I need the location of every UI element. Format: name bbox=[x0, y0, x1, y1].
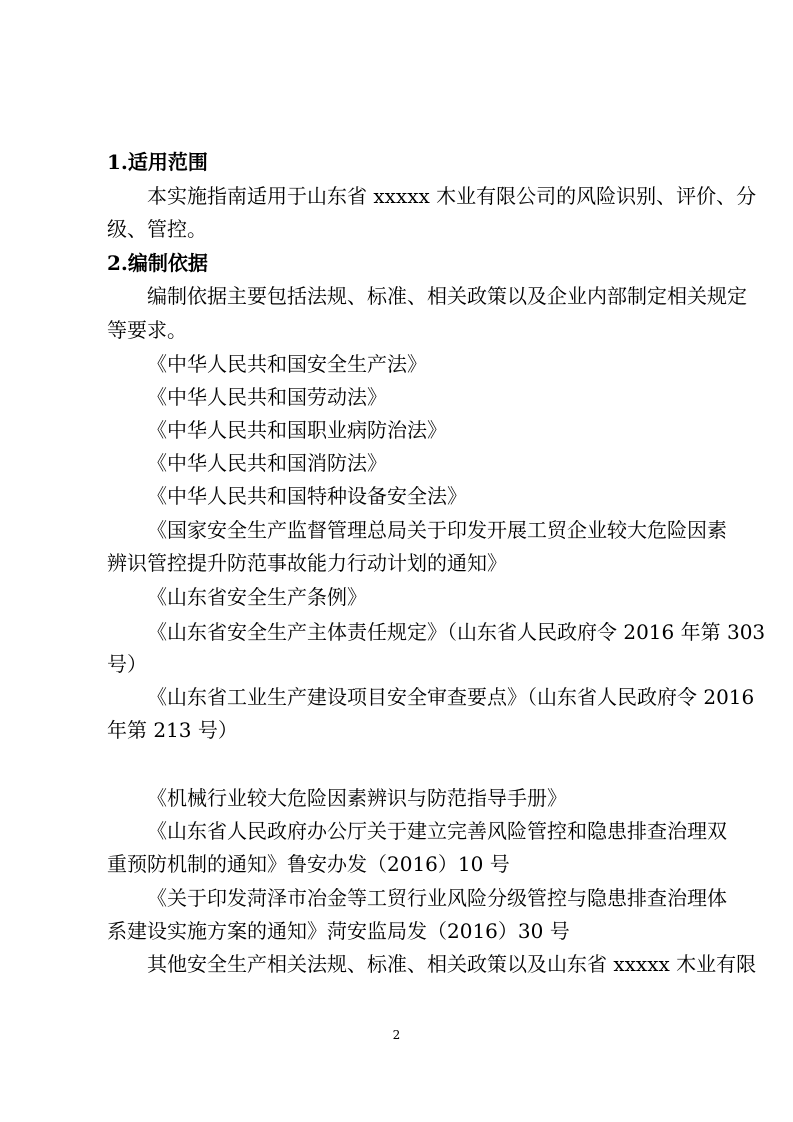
reference-item: 《机械行业较大危险因素辨识与防范指导手册》 bbox=[147, 786, 567, 810]
reference-item: 《中华人民共和国职业病防治法》 bbox=[147, 418, 447, 442]
reference-item: 《中华人民共和国特种设备安全法》 bbox=[147, 484, 467, 508]
reference-item-cont: 辨识管控提升防范事故能力行动计划的通知》 bbox=[107, 551, 507, 575]
page-number: 2 bbox=[392, 1028, 401, 1042]
paragraph-line: 级、管控。 bbox=[107, 217, 207, 241]
reference-item: 《国家安全生产监督管理总局关于印发开展工贸企业较大危险因素 bbox=[147, 518, 727, 542]
section-heading: 1.适用范围 bbox=[107, 150, 208, 174]
reference-item: 《中华人民共和国安全生产法》 bbox=[147, 352, 427, 376]
reference-item-cont: 年第 213 号） bbox=[107, 718, 238, 742]
reference-item: 《山东省人民政府办公厅关于建立完善风险管控和隐患排查治理双 bbox=[147, 819, 727, 843]
reference-item: 《中华人民共和国消防法》 bbox=[147, 451, 387, 475]
paragraph-line: 本实施指南适用于山东省 xxxxx 木业有限公司的风险识别、评价、分 bbox=[147, 184, 757, 208]
reference-item: 《山东省安全生产条例》 bbox=[147, 585, 367, 609]
reference-item: 《中华人民共和国劳动法》 bbox=[147, 385, 387, 409]
paragraph-line: 等要求。 bbox=[107, 318, 187, 342]
reference-item-cont: 重预防机制的通知》鲁安办发（2016）10 号 bbox=[107, 852, 510, 876]
reference-item-cont: 系建设实施方案的通知》菏安监局发（2016）30 号 bbox=[107, 919, 570, 943]
paragraph-line: 编制依据主要包括法规、标准、相关政策以及企业内部制定相关规定 bbox=[147, 284, 747, 308]
reference-item: 《山东省工业生产建设项目安全审查要点》（山东省人民政府令 2016 bbox=[147, 685, 755, 709]
section-heading: 2.编制依据 bbox=[107, 251, 208, 275]
paragraph-line: 其他安全生产相关法规、标准、相关政策以及山东省 xxxxx 木业有限 bbox=[147, 952, 757, 976]
reference-item-cont: 号） bbox=[107, 652, 147, 676]
reference-item: 《山东省安全生产主体责任规定》（山东省人民政府令 2016 年第 303 bbox=[147, 620, 766, 644]
reference-item: 《关于印发菏泽市冶金等工贸行业风险分级管控与隐患排查治理体 bbox=[147, 886, 727, 910]
